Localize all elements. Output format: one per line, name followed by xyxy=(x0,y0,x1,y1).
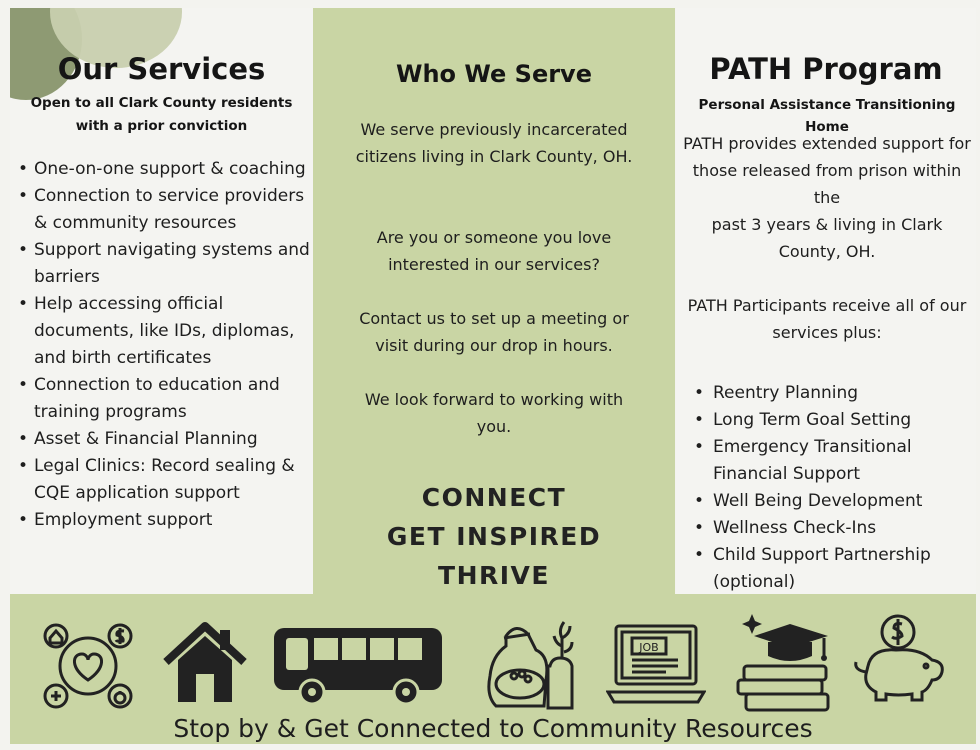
list-item: • Support navigating systems and barriers xyxy=(18,237,310,291)
our-services-panel xyxy=(10,8,313,594)
path-list xyxy=(694,380,974,596)
list-item: • Asset & Financial Planning xyxy=(18,426,310,453)
who-paragraph-1: We serve previously incarcerated citizens living in Clark County, OH. xyxy=(355,120,633,166)
list-item: • Long Term Goal Setting xyxy=(694,407,974,434)
job-laptop-icon xyxy=(606,622,706,706)
piggy-bank-icon xyxy=(848,610,948,710)
list-item: • Legal Clinics: Record sealing & CQE application support xyxy=(18,453,310,507)
list-item: • Help accessing official documents, like IDs, diplomas, and birth certificates xyxy=(18,291,310,372)
list-item: • Emergency Transitional Financial Support xyxy=(694,434,974,488)
job-label: JOB xyxy=(639,641,659,654)
list-item: • Child Support Partnership (optional) xyxy=(694,542,974,596)
who-paragraph-4: We look forward to working with you. xyxy=(364,390,624,436)
services-list xyxy=(18,156,310,534)
our-services-title: Our Services xyxy=(57,52,266,86)
our-services-subtitle-line2: with a prior conviction xyxy=(75,118,248,134)
footer-tagline: Stop by & Get Connected to Community Resources xyxy=(173,714,813,743)
list-item: • Reentry Planning xyxy=(694,380,974,407)
slogan-get-inspired: GET INSPIRED xyxy=(386,522,602,551)
who-paragraph-3: Contact us to set up a meeting or visit during our drop in hours. xyxy=(359,309,629,355)
slogan xyxy=(313,478,675,595)
list-item: • Well Being Development xyxy=(694,488,974,515)
who-we-serve-panel xyxy=(313,8,675,594)
who-we-serve-title: Who We Serve xyxy=(396,60,592,88)
list-item: • Wellness Check-Ins xyxy=(694,515,974,542)
path-intro-b: past 3 years & living in Clark County, OH. xyxy=(711,215,943,261)
community-resources-band xyxy=(10,594,976,744)
list-item: • Employment support xyxy=(18,507,310,534)
path-program-title: PATH Program xyxy=(709,52,943,86)
who-paragraph-2: Are you or someone you love interested in our services? xyxy=(376,228,612,274)
food-icon xyxy=(480,616,578,714)
bus-icon xyxy=(272,624,444,706)
slogan-connect: CONNECT xyxy=(421,483,567,512)
list-item: • One-on-one support & coaching xyxy=(18,156,310,183)
path-program-subtitle: Personal Assistance Transitioning Home xyxy=(698,97,956,135)
slogan-thrive: THRIVE xyxy=(438,561,550,590)
path-program-panel xyxy=(676,8,976,594)
our-services-subtitle-line1: Open to all Clark County residents xyxy=(30,95,293,111)
list-item: • Connection to education and training programs xyxy=(18,372,310,426)
community-wellbeing-icon xyxy=(40,618,136,714)
path-participants: PATH Participants receive all of our services plus: xyxy=(687,296,967,342)
list-item: • Connection to service providers & community resources xyxy=(18,183,310,237)
house-icon xyxy=(162,620,248,706)
path-intro-a: PATH provides extended support for those released from prison within the xyxy=(683,134,971,207)
education-books-icon xyxy=(734,608,834,716)
